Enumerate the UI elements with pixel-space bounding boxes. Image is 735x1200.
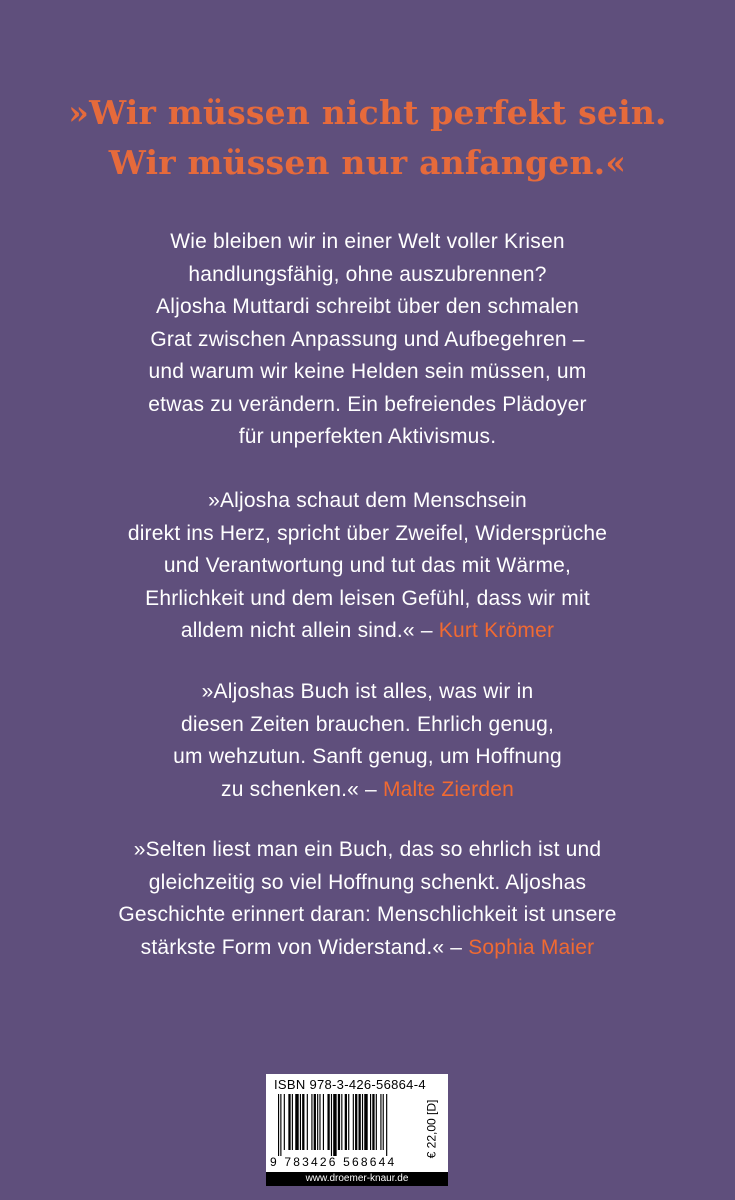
barcode-bar <box>386 1094 387 1156</box>
barcode-bar <box>302 1094 304 1150</box>
barcode-bar <box>295 1094 298 1150</box>
ean-digits: 9 783426 568644 <box>270 1155 397 1169</box>
barcode-bar <box>311 1094 312 1150</box>
blurb-line: Wie bleiben wir in einer Welt voller Krisen <box>170 230 565 253</box>
blurb-line: handlungsfähig, ohne auszubrennen? <box>188 262 547 286</box>
barcode-bar <box>319 1094 320 1150</box>
testimonial-last-line <box>0 615 735 648</box>
barcode-bar <box>323 1094 324 1150</box>
barcode-bar <box>364 1094 367 1150</box>
testimonial-sophia-maier <box>0 834 735 964</box>
blurb-line: etwas zu verändern. Ein befreiendes Plädoyer <box>148 392 587 416</box>
testimonial-text: stärkste Form von Widerstand.« – <box>140 935 469 959</box>
barcode-bar <box>278 1094 279 1156</box>
testimonial-line: Geschichte erinnert daran: Menschlichkeit ist unsere <box>118 903 617 926</box>
barcode-bar <box>331 1094 332 1156</box>
testimonial-author: Sophia Maier <box>468 935 595 959</box>
blurb-line: Grat zwischen Anpassung und Aufbegehren – <box>150 327 585 351</box>
testimonial-author: Malte Zierden <box>382 777 514 801</box>
testimonial-line: gleichzeitig so viel Hoffnung schenkt. Aljoshas <box>148 870 587 894</box>
barcode-bar <box>317 1094 318 1150</box>
barcode-bar <box>370 1094 371 1150</box>
headline-line: Wir müssen nur anfangen.« <box>108 143 627 182</box>
barcode-bar <box>288 1094 290 1150</box>
blurb-line: und warum wir keine Helden sein müssen, um <box>148 360 587 383</box>
barcode-bar <box>348 1094 349 1150</box>
testimonial-text: zu schenken.« – <box>221 777 383 801</box>
testimonial-last-line <box>0 932 735 965</box>
testimonial-last-line <box>0 774 735 807</box>
barcode-bar <box>353 1094 354 1150</box>
testimonial-line: um wehzutun. Sanft genug, um Hoffnung <box>173 745 562 768</box>
testimonial-line: direkt ins Herz, spricht über Zweifel, Widersprüche <box>127 521 608 545</box>
barcode-bar <box>338 1094 340 1150</box>
barcode-bar <box>341 1094 342 1150</box>
isbn-barcode-box <box>266 1074 448 1186</box>
headline-quote <box>0 88 735 188</box>
testimonial-line: und Verantwortung und tut das mit Wärme, <box>163 554 572 577</box>
testimonial-line: diesen Zeiten brauchen. Ehrlich genug, <box>180 712 554 736</box>
publisher-url: www.droemer-knaur.de <box>266 1172 448 1186</box>
price-text: € 22,00 [D] <box>424 1099 438 1159</box>
testimonial-malte-zierden <box>0 676 735 806</box>
barcode-bar <box>362 1094 363 1150</box>
barcode-bar <box>300 1094 301 1150</box>
barcode-bar <box>280 1094 281 1156</box>
barcode-bar <box>372 1094 374 1150</box>
testimonial-line: Ehrlichkeit und dem leisen Gefühl, dass wir mit <box>145 586 590 610</box>
headline-line: »Wir müssen nicht perfekt sein. <box>68 93 667 132</box>
barcode-bar <box>383 1094 384 1150</box>
testimonial-line: »Aljoshas Buch ist alles, was wir in <box>201 680 534 703</box>
barcode-bar <box>380 1094 381 1150</box>
blurb-line: Aljosha Muttardi schreibt über den schmalen <box>156 295 579 318</box>
barcode-bar <box>284 1094 285 1150</box>
isbn-label: ISBN 978-3-426-56864-4 <box>274 1077 426 1092</box>
barcode-bar <box>376 1094 377 1150</box>
barcode-bar <box>307 1094 308 1150</box>
testimonial-text: alldem nicht allein sind.« – <box>180 619 439 642</box>
barcode-bar <box>314 1094 316 1150</box>
barcode-bar <box>327 1094 329 1150</box>
barcode-bar <box>345 1094 347 1150</box>
testimonial-author: Kurt Krömer <box>438 619 555 642</box>
barcode-bar <box>292 1094 293 1150</box>
barcode-bars <box>274 1094 419 1156</box>
price-label <box>418 1098 444 1160</box>
blurb-line: für unperfekten Aktivismus. <box>238 425 497 448</box>
barcode-bar <box>359 1094 361 1150</box>
barcode-bar <box>355 1094 357 1150</box>
testimonial-kurt-kroemer <box>0 485 735 648</box>
barcode-bar <box>333 1094 336 1156</box>
testimonial-line: »Selten liest man ein Buch, das so ehrlich ist und <box>133 838 602 861</box>
blurb <box>0 226 735 454</box>
testimonial-line: »Aljosha schaut dem Menschsein <box>208 489 527 512</box>
